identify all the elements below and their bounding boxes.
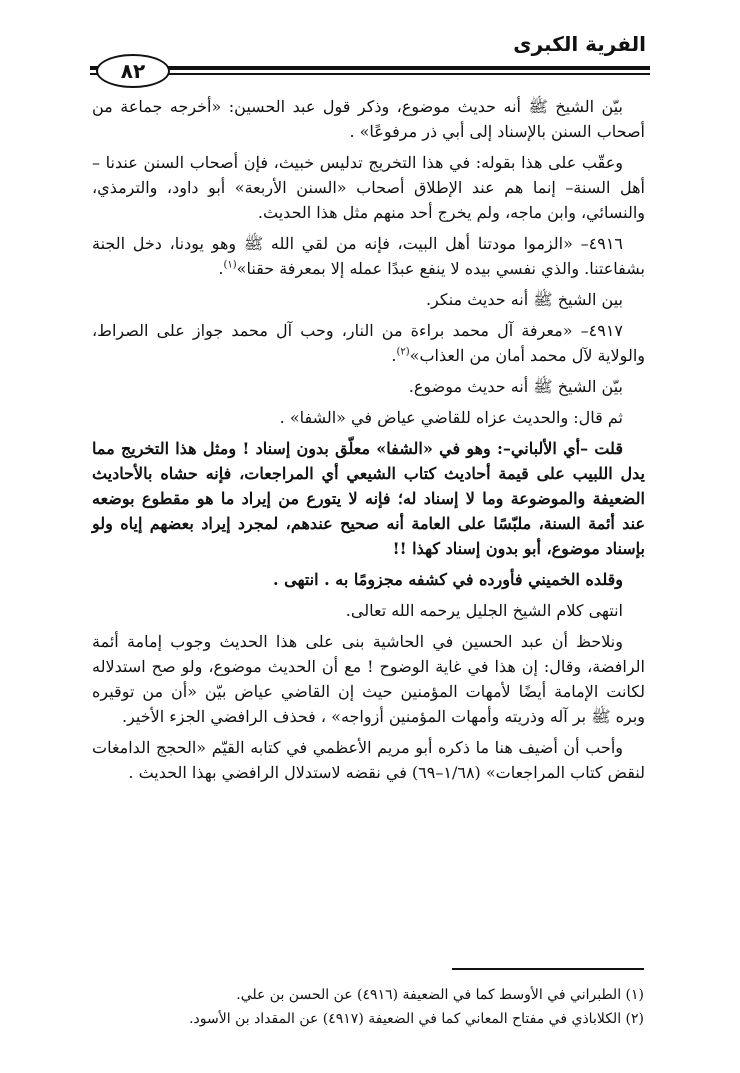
paragraph: وقلده الخميني فأورده في كشفه مجزومًا به . انتهى .	[272, 570, 623, 589]
hadith-text: ٤٩١٦– «الزموا مودتنا أهل البيت، فإنه من لقي الله ﷺ وهو يودنا، دخل الجنة بشفاعتنا. والذي نفسي بيده لا ينفع عبدًا عمله إلا بمعرفة حقنا»	[92, 234, 645, 278]
paragraph: بين الشيخ ﷺ أنه حديث منكر.	[425, 290, 623, 309]
header-rule-thick	[90, 66, 650, 70]
paragraph: ونلاحظ أن عبد الحسين في الحاشية بنى على هذا الحديث وجوب إمامة أئمة الرافضة، وقال: إن هذا في غاية الوضوح ! مع أن الحديث موضوع، ولو صح استدلاله لكانت الإمامة أيضًا لأمهات المؤمنين حيث إن القاضي عياض بيّن «أن من توقيره وبره ﷺ بر آله وذريته وأمهات المؤمنين أزواجه» ، فحذف الرافضي الجزء الأخير.	[92, 632, 645, 726]
footnote-ref: (٢)	[396, 346, 410, 358]
paragraph: بيّن الشيخ ﷺ أنه حديث موضوع.	[408, 377, 623, 396]
header-rule-thin	[90, 73, 650, 75]
paragraph: ثم قال: والحديث عزاه للقاضي عياض في «الشفا» .	[279, 408, 623, 427]
hadith-4917: ٤٩١٧– «معرفة آل محمد براءة من النار، وحب آل محمد جواز على الصراط، والولاية لآل محمد أمان من العذاب»$^{(٢)}$.	[92, 321, 645, 365]
page-header	[90, 30, 650, 83]
paragraph: وأحب أن أضيف هنا ما ذكره أبو مريم الأعظمي في كتابه القيّم «الحجج الدامغات لنقض كتاب المراجعات» (١/٦٨–٦٩) في نقضه لاستدلال الرافضي بهذا الحديث .	[92, 738, 645, 782]
footnotes	[92, 984, 644, 1032]
paragraph: بيّن الشيخ ﷺ أنه حديث موضوع، وذكر قول عبد الحسين: «أخرجه جماعة من أصحاب السنن بالإسناد إلى أبي ذر مرفوعًا» .	[92, 97, 645, 141]
hadith-text: ٤٩١٧– «معرفة آل محمد براءة من النار، وحب آل محمد جواز على الصراط، والولاية لآل محمد أمان من العذاب»	[92, 321, 645, 365]
footnote-separator	[452, 968, 644, 970]
paragraph: انتهى كلام الشيخ الجليل يرحمه الله تعالى.	[345, 601, 623, 620]
hadith-4916: ٤٩١٦– «الزموا مودتنا أهل البيت، فإنه من لقي الله ﷺ وهو يودنا، دخل الجنة بشفاعتنا. والذي نفسي بيده لا ينفع عبدًا عمله إلا بمعرفة حقنا»$^{(١)}$.	[92, 234, 645, 278]
main-text	[92, 94, 645, 791]
footnote-ref: (١)	[223, 259, 237, 271]
albani-comment: قلت –أي الألباني–: وهو في «الشفا» معلّق بدون إسناد ! ومثل هذا التخريج مما يدل اللبيب على قيمة أحاديث كتاب الشيعي أي المراجعات، فإنه حشاه بالأحاديث الضعيفة والموضوعة وما لا إسناد له؛ فإنه لا يتورع من إيراد ما هو مقطوع بوضعه عند أئمة السنة، ملبّسًا على العامة أنه صحيح عندهم، لمجرد إيراد بعضهم إياه ولو بإسناد موضوع، أبو بدون إسناد كهذا !!	[92, 439, 646, 558]
paragraph: وعقّب على هذا بقوله: في هذا التخريج تدليس خبيث، فإن أصحاب السنن عندنا – أهل السنة– إنما هم عند الإطلاق أصحاب «السنن الأربعة» أبو داود، والترمذي، والنسائي، وابن ماجه، ولم يخرج أحد منهم مثل هذا الحديث.	[92, 153, 645, 222]
footnote-1: (١) الطبراني في الأوسط كما في الضعيفة (٤٩١٦) عن الحسن بن علي.	[236, 987, 644, 1003]
page-number: ٨٢	[96, 54, 170, 88]
footnote-2: (٢) الكلاباذي في مفتاح المعاني كما في الضعيفة (٤٩١٧) عن المقداد بن الأسود.	[189, 1011, 644, 1027]
running-title: الفرية الكبرى	[513, 32, 646, 56]
